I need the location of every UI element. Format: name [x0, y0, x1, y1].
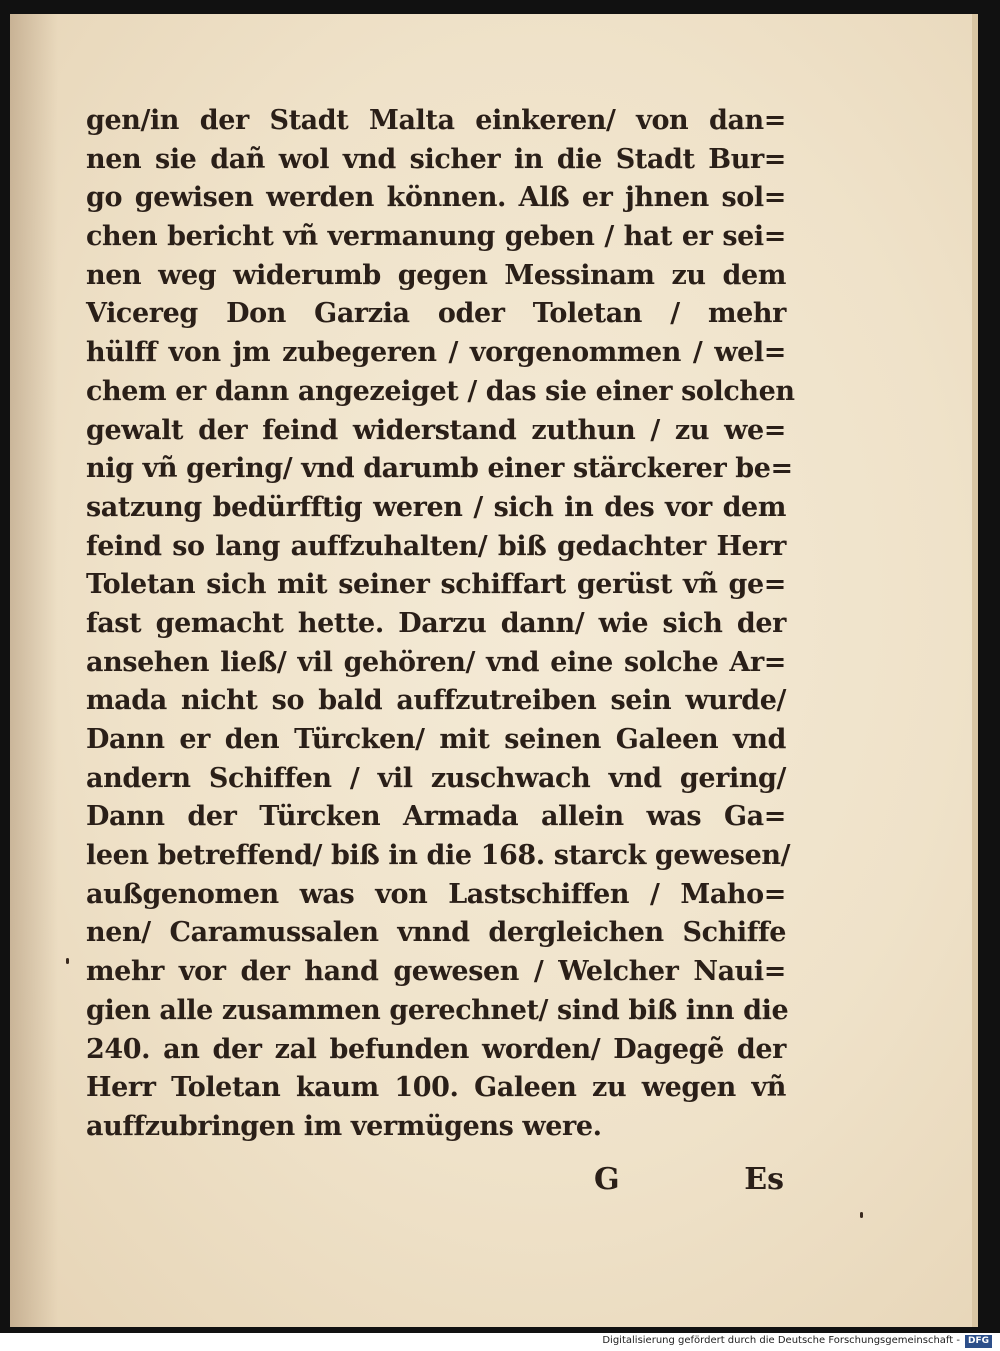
text-line: Toletan sich mit seiner schiffart gerüst vñ ge=: [86, 569, 786, 601]
text-line: Herr Toletan kaum 100. Galeen zu wegen vñ: [86, 1072, 786, 1104]
text-line: nig vñ gering/ vnd darumb einer stärckerer be=: [86, 453, 793, 485]
page-foot: [594, 1162, 784, 1202]
text-line: Vicereg Don Garzia oder Toletan / mehr: [86, 298, 786, 330]
catchword: Es: [744, 1162, 784, 1197]
text-line: nen weg widerumb gegen Messinam zu dem: [86, 259, 786, 291]
text-line: außgenomen was von Lastschiffen / Maho=: [86, 878, 786, 910]
text-line: leen betreffend/ biß in die 168. starck gewesen/: [86, 840, 791, 872]
text-line: gewalt der feind widerstand zuthun / zu we=: [86, 414, 786, 446]
text-line: nen sie dañ wol vnd sicher in die Stadt Bur=: [86, 143, 786, 175]
text-line: satzung bedürfftig weren / sich in des vor dem: [86, 491, 786, 523]
text-line: gien alle zusammen gerechnet/ sind biß inn die: [86, 994, 789, 1026]
text-line: feind so lang auffzuhalten/ biß gedachter Herr: [86, 530, 786, 562]
text-line: mada nicht so bald auffzutreiben sein wurde/: [86, 685, 786, 717]
footer-bar: [0, 1333, 1000, 1351]
book-page: [10, 14, 978, 1327]
text-line: Dann er den Türcken/ mit seinen Galeen vnd: [86, 724, 786, 755]
text-line: gen/in der Stadt Malta einkeren/ von dan=: [86, 105, 786, 136]
text-line: chen bericht vñ vermanung geben / hat er sei=: [86, 221, 786, 253]
body-text: [86, 102, 795, 1147]
dfg-logo: DFG: [965, 1335, 992, 1348]
text-line: chem er dann angezeiget / das sie einer solchen: [86, 375, 795, 407]
page-edge: [972, 14, 978, 1327]
text-line: ansehen ließ/ vil gehören/ vnd eine solche Ar=: [86, 646, 786, 678]
text-line: andern Schiffen / vil zuschwach vnd gering/: [86, 762, 786, 794]
signature-mark: G: [594, 1162, 620, 1197]
text-line: go gewisen werden können. Alß er jhnen sol=: [86, 182, 786, 214]
text-line: nen/ Caramussalen vnnd dergleichen Schiffe: [86, 917, 786, 949]
ink-speck: [66, 958, 69, 964]
text-line-last: auffzubringen im vermügens were.: [86, 1110, 602, 1142]
gutter-shadow: [10, 14, 58, 1327]
ink-speck: [860, 1212, 863, 1218]
funding-credit: Digitalisierung gefördert durch die Deutsche Forschungsgemeinschaft -: [602, 1335, 960, 1346]
text-line: fast gemacht hette. Darzu dann/ wie sich der: [86, 607, 786, 639]
text-line: Dann der Türcken Armada allein was Ga=: [86, 801, 786, 833]
text-line: hülff von jm zubegeren / vorgenommen / wel=: [86, 337, 786, 369]
text-line: mehr vor der hand gewesen / Welcher Naui=: [86, 956, 786, 988]
text-line: 240. an der zal befunden worden/ Dagegẽ der: [86, 1033, 786, 1065]
